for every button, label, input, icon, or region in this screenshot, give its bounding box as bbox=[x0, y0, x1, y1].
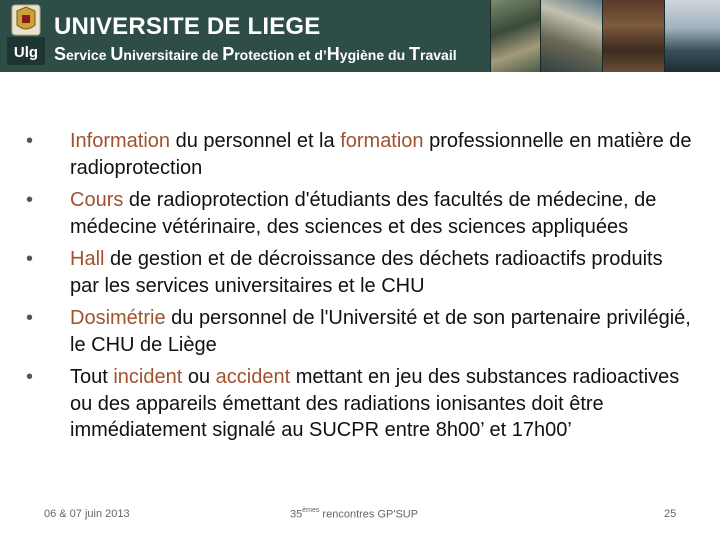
bullet-dot-icon: • bbox=[26, 366, 34, 388]
service-initial: U bbox=[110, 44, 124, 64]
photo-equipment bbox=[540, 0, 602, 72]
highlight-term: formation bbox=[340, 130, 424, 152]
bullet-item bbox=[26, 128, 692, 181]
service-word: ravail bbox=[420, 47, 457, 63]
bullet-dot-icon: • bbox=[26, 189, 34, 211]
highlight-term: Dosimétrie bbox=[70, 307, 166, 329]
highlight-term: accident bbox=[215, 366, 291, 388]
bullet-text: de radioprotection d'étudiants des facultés de médecine, de médecine vétérinaire, des sciences et des sciences appliquées bbox=[70, 189, 657, 238]
bullet-dot-icon: • bbox=[26, 307, 34, 329]
highlight-term: Hall bbox=[70, 248, 105, 270]
service-title bbox=[54, 44, 457, 65]
bullet-item bbox=[26, 187, 692, 240]
photo-lab bbox=[490, 0, 540, 72]
service-initial: S bbox=[54, 44, 67, 64]
bullet-text: du personnel et la bbox=[170, 130, 341, 152]
service-initial: H bbox=[326, 44, 340, 64]
bullet-dot-icon: • bbox=[26, 130, 34, 152]
bullet-text: ou bbox=[182, 366, 216, 388]
bullet-list bbox=[26, 128, 692, 450]
photo-campus bbox=[664, 0, 720, 72]
conf-title: rencontres GP'SUP bbox=[319, 508, 419, 521]
footer-conference bbox=[290, 508, 418, 521]
page-number: 25 bbox=[664, 508, 677, 520]
svg-text:Ulg: Ulg bbox=[13, 44, 39, 61]
bullet-item bbox=[26, 246, 692, 299]
highlight-term: incident bbox=[113, 366, 183, 388]
bullet-text: Tout bbox=[70, 366, 114, 388]
service-word: ervice bbox=[66, 47, 111, 63]
service-word: rotection et d’ bbox=[234, 47, 327, 63]
university-logo bbox=[5, 3, 46, 67]
footer-date: 06 & 07 juin 2013 bbox=[44, 508, 130, 520]
conf-number: 35 bbox=[290, 508, 303, 521]
conf-superscript: èmes bbox=[302, 507, 320, 514]
highlight-term: Information bbox=[70, 130, 171, 152]
service-word: niversitaire de bbox=[123, 47, 223, 63]
service-initial: T bbox=[409, 44, 421, 64]
header-photo-strip bbox=[490, 0, 720, 72]
bullet-text: de gestion et de décroissance des déchets radioactifs produits par les services universitaires et le CHU bbox=[70, 248, 663, 297]
university-title: UNIVERSITE DE LIEGE bbox=[54, 13, 321, 40]
highlight-term: Cours bbox=[70, 189, 124, 211]
bullet-item bbox=[26, 305, 692, 358]
service-word: ygiène du bbox=[339, 47, 410, 63]
service-initial: P bbox=[222, 44, 235, 64]
header-banner bbox=[0, 0, 720, 72]
photo-lecture-hall bbox=[602, 0, 664, 72]
bullet-text: du personnel de l'Université et de son partenaire privilégié, le CHU de Liège bbox=[70, 307, 691, 356]
bullet-text: mettant en jeu des substances radioactives ou des appareils émettant des radiations ionisantes doit être immédiatement signalé au SUCPR entre 8h00’ et 17h00’ bbox=[70, 366, 680, 441]
bullet-dot-icon: • bbox=[26, 248, 34, 270]
bullet-item bbox=[26, 364, 692, 444]
bullet-text: professionnelle en matière de radioprotection bbox=[70, 130, 692, 179]
